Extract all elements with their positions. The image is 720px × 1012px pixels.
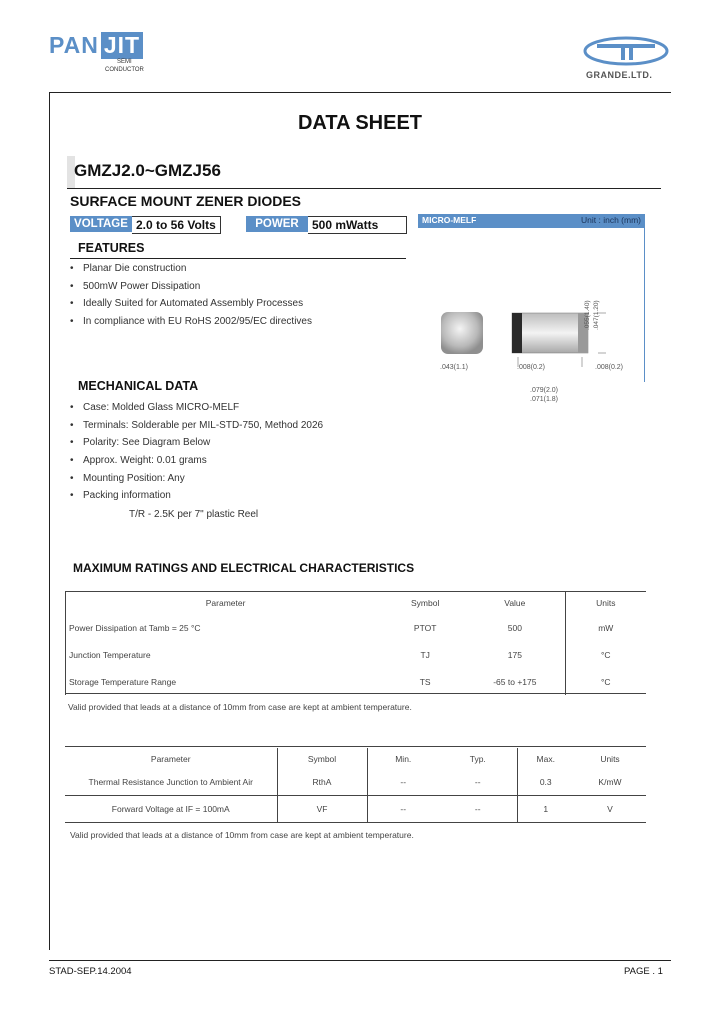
list-item: • In compliance with EU RoHS 2002/95/EC directives: [70, 313, 312, 331]
cell: mW: [565, 614, 646, 641]
table-row: [66, 614, 647, 641]
dim-dia-max: .055(1.40): [584, 300, 591, 330]
brand-left: PAN: [49, 32, 99, 58]
electrical-top-rule: [65, 746, 646, 747]
list-item: • 500mW Power Dissipation: [70, 278, 312, 296]
part-number: GMZJ2.0~GMZJ56: [74, 161, 221, 180]
package-name: MICRO-MELF: [422, 215, 477, 225]
dim-band: .008(0.2): [517, 364, 546, 371]
col-parameter: Parameter: [150, 754, 191, 764]
brand-sub-2: CONDUCTOR: [105, 67, 144, 73]
table-row: [65, 770, 646, 795]
features-rule: [70, 258, 406, 259]
brand-right: JIT: [101, 32, 143, 59]
package-unit: Unit : inch (mm): [581, 215, 641, 225]
subtitle: SURFACE MOUNT ZENER DIODES: [70, 193, 302, 209]
power-value: 500 mWatts: [308, 216, 407, 234]
cell: 175: [507, 649, 522, 660]
cell: Junction Temperature: [66, 641, 386, 668]
mechanical-heading: MECHANICAL DATA: [78, 379, 199, 393]
dim-right-band: .008(0.2): [595, 364, 624, 371]
features-heading: FEATURES: [78, 241, 145, 255]
panjit-logo: [49, 32, 143, 59]
list-item: • Polarity: See Diagram Below: [70, 434, 323, 452]
cell: RthA: [277, 770, 367, 795]
cell: --: [367, 795, 439, 823]
col-value: Value: [504, 598, 526, 608]
cell: Storage Temperature Range: [66, 668, 386, 695]
list-item: • Packing information: [70, 487, 323, 505]
ratings-bottom-rule: [65, 693, 646, 694]
dim-dia-min: .047(1.20): [593, 300, 600, 330]
features-list: [70, 260, 312, 331]
grande-company: GRANDE.LTD.: [586, 70, 653, 80]
voltage-label: VOLTAGE: [70, 216, 132, 232]
list-item: • Ideally Suited for Automated Assembly Processes: [70, 295, 312, 313]
list-item: • Approx. Weight: 0.01 grams: [70, 452, 323, 470]
table-row: [66, 668, 647, 695]
grande-logo-icon: [583, 36, 669, 66]
table-header-row: [66, 592, 647, 614]
brand-sub-1: SEMI: [117, 59, 132, 65]
cell: TS: [419, 676, 431, 687]
list-item: • Terminals: Solderable per MIL-STD-750, Method 2026: [70, 417, 323, 435]
col-max: Max.: [517, 748, 574, 770]
dim-length-max: .079(2.0): [530, 387, 559, 394]
col-parameter: Parameter: [66, 592, 386, 614]
cell: 1: [517, 795, 574, 823]
page-number: PAGE . 1: [624, 966, 663, 977]
list-item: • Mounting Position: Any: [70, 470, 323, 488]
electrical-bottom-rule: [65, 822, 646, 823]
packing-detail: T/R - 2.5K per 7" plastic Reel: [129, 509, 259, 520]
cell: PTOT: [413, 622, 437, 633]
col-typ: Typ.: [469, 754, 486, 764]
cell: --: [367, 770, 439, 795]
left-rule: [49, 92, 50, 950]
cell: °C: [565, 668, 646, 695]
cell: °C: [565, 641, 646, 668]
cell: TJ: [420, 649, 430, 660]
electrical-table: [65, 748, 646, 823]
col-symbol: Symbol: [411, 598, 440, 608]
power-label: POWER: [246, 216, 308, 232]
cell: --: [474, 777, 481, 788]
footer-date: STAD-SEP.14.2004: [49, 966, 132, 977]
package-header: [418, 214, 644, 228]
mechanical-list: [70, 399, 323, 505]
list-item: • Case: Molded Glass MICRO-MELF: [70, 399, 323, 417]
cell: --: [439, 795, 517, 823]
part-rule: [67, 188, 661, 189]
cell: V: [574, 795, 646, 823]
electrical-note: Valid provided that leads at a distance of 10mm from case are kept at ambient temperature.: [70, 830, 414, 840]
list-item: • Planar Die construction: [70, 260, 312, 278]
dim-length-min: .071(1.8): [530, 396, 559, 403]
cell: K/mW: [598, 777, 622, 788]
voltage-value: 2.0 to 56 Volts: [132, 216, 221, 234]
cell: 0.3: [517, 770, 574, 795]
ratings-note: Valid provided that leads at a distance of 10mm from case are kept at ambient temperature.: [68, 702, 412, 712]
brand-sub: [105, 58, 144, 74]
cell: Thermal Resistance Junction to Ambient Air: [88, 777, 253, 788]
dim-left-cap: .043(1.1): [440, 364, 469, 371]
table-header-row: [65, 748, 646, 770]
footer-rule: [49, 960, 671, 961]
cell: Power Dissipation at Tamb = 25 °C: [66, 614, 386, 641]
ratings-heading: MAXIMUM RATINGS AND ELECTRICAL CHARACTERISTICS: [73, 561, 415, 575]
col-symbol: Symbol: [277, 748, 367, 770]
ratings-table: [65, 592, 646, 695]
table-row: [66, 641, 647, 668]
top-rule: [49, 92, 671, 93]
col-units: Units: [565, 592, 646, 614]
col-min: Min.: [367, 748, 439, 770]
table-row: [65, 795, 646, 823]
cell: 500: [507, 622, 522, 633]
cell: Forward Voltage at IF = 100mA: [65, 795, 277, 823]
cell: -65 to +175: [493, 676, 537, 687]
col-units: Units: [600, 754, 620, 764]
page-title: DATA SHEET: [297, 112, 423, 134]
cell: VF: [277, 795, 367, 823]
